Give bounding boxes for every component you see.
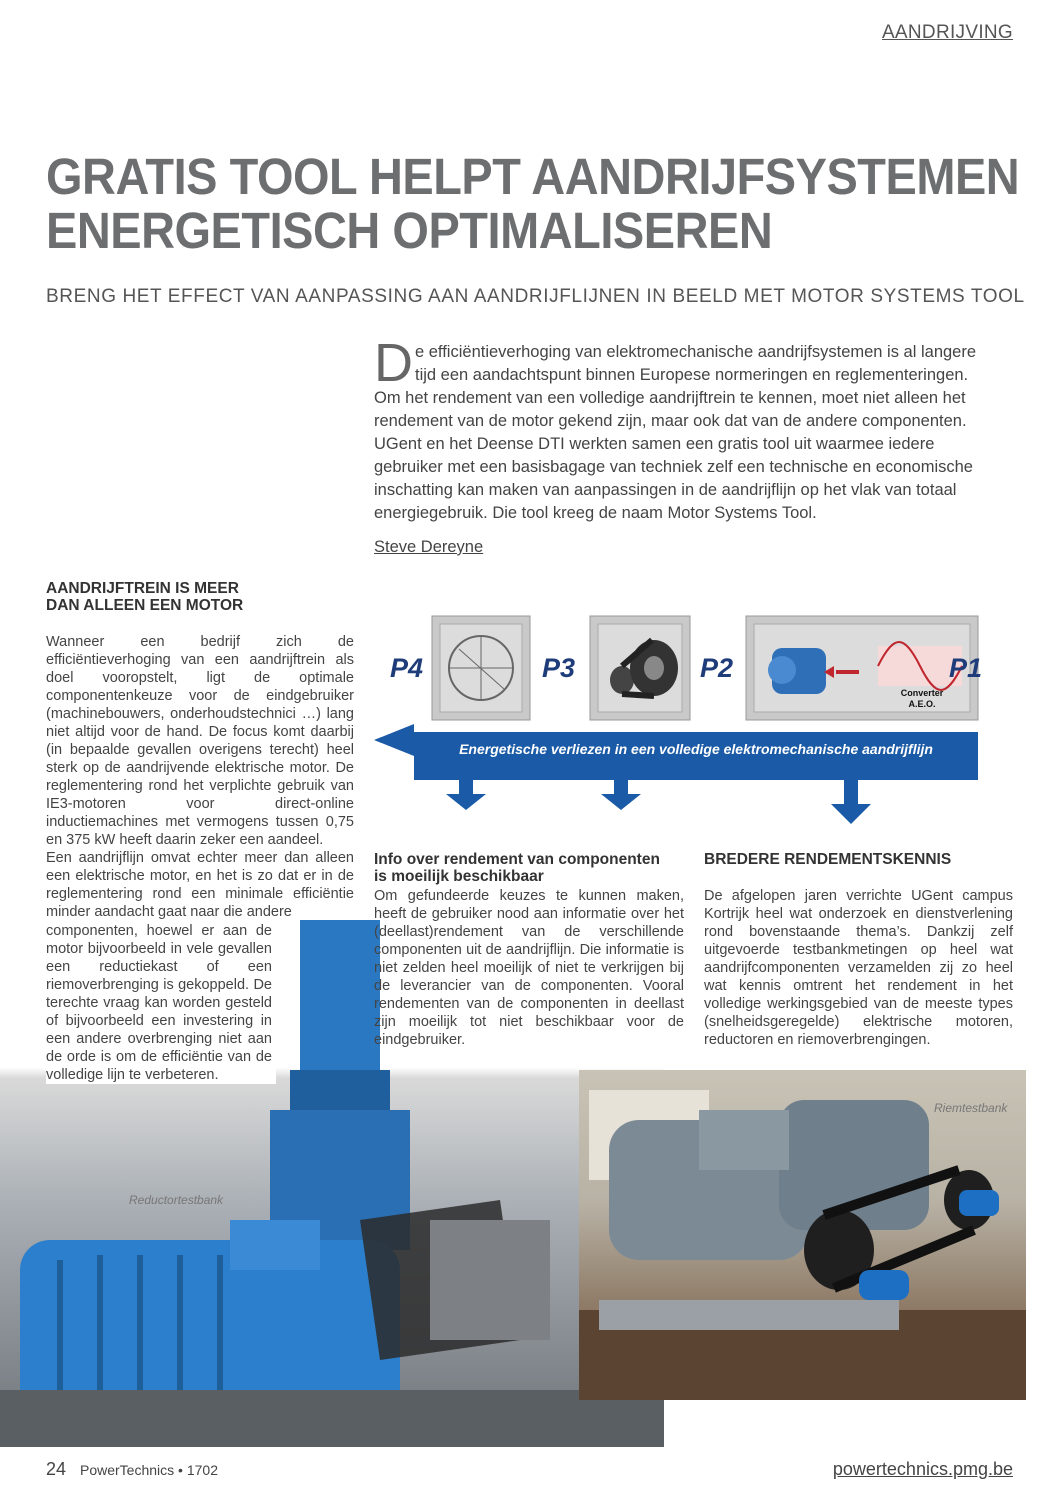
intro-paragraph <box>374 333 996 525</box>
loss-arrow-text: Energetische verliezen in een volledige elektromechanische aandrijflijn <box>459 741 933 757</box>
author-link[interactable]: Steve Dereyne <box>374 538 484 556</box>
title-line-1: GRATIS TOOL HELPT AANDRIJFSYSTEMEN <box>46 148 1020 205</box>
magazine-issue: PowerTechnics • 1702 <box>80 1462 218 1478</box>
title-line-2: ENERGETISCH OPTIMALISEREN <box>46 202 773 259</box>
section1-heading <box>46 580 346 614</box>
website-link[interactable]: powertechnics.pmg.be <box>832 1459 1013 1479</box>
article-subtitle: BRENG HET EFFECT VAN AANPASSING AAN AANDRIJFLIJNEN IN BEELD MET MOTOR SYSTEMS TOOL <box>46 286 1025 307</box>
section3-body: De afgelopen jaren verrichte UGent campus Kortrijk heel wat onderzoek en dienstverlening rond bovenstaande thema’s. Dankzij zelf uitgevoerde testbankmetingen op heel wat aandrijfcomponenten verzamelden zij zo heel wat kennis omtrent het rendement in het volledige werkingsgebied van de meeste types (snelheidsgeregelde) elektrische motoren, reductoren en riemoverbrengingen. <box>704 888 1013 1048</box>
section2-heading <box>374 851 694 885</box>
converter-label-2: A.E.O. <box>908 699 936 709</box>
section1-body <box>46 633 354 921</box>
intro-text: e efficiëntieverhoging van elektromechanische aandrijfsystemen is al langere tijd een aandachtspunt binnen Europese normeringen en reglementeringen. Om het rendement van een volledige aandrijftrein te kennen, moet niet alleen het rendement van de motor gekend zijn, maar ook dat van de andere componenten. UGent en het Deense DTI werkten samen een gratis tool uit waarmee iedere gebruiker met een basisbagage van techniek zelf een technische en economische inschatting kan maken van aanpassingen in de aandrijflijn op het vlak van totaal energiegebruik. Die tool kreeg de naam Motor Systems Tool. <box>374 343 977 522</box>
section-tag: AANDRIJVING <box>881 22 1013 43</box>
belt-illustration <box>579 1070 1026 1400</box>
reductor-caption: Reductortestbank <box>129 1193 224 1207</box>
belt-caption: Riemtestbank <box>934 1101 1008 1115</box>
section2-heading-line-1: Info over rendement van componenten <box>374 851 660 868</box>
label-p1: P1 <box>948 653 982 683</box>
converter-label-1: Converter <box>900 688 944 698</box>
section2-heading-line-2: is moeilijk beschikbaar <box>374 868 544 885</box>
section1-paragraph-2-full: Een aandrijflijn omvat echter meer dan alleen een elektrische motor, en het is zo dat er in de reglementering rond een minimale efficiëntie minder aandacht gaat naar die andere <box>46 850 354 920</box>
section1-paragraph-2-narrow: componenten, hoewel er aan de motor bijvoorbeeld in vele gevallen een reductiekast of een riemoverbrenging is gekoppeld. De terechte vraag kan worden gesteld of bijvoorbeeld een investering in een andere overbrenging niet aan de orde is om de efficiëntie van de volledige lijn te verbeteren. <box>46 922 276 1084</box>
drivetrain-diagram <box>374 614 994 829</box>
section1-heading-line-2: DAN ALLEEN EEN MOTOR <box>46 597 244 614</box>
section1-paragraph-1: Wanneer een bedrijf zich de efficiëntieverhoging van een aandrijftrein als doel vooropstelt, ligt de optimale componentenkeuze voor de eindgebruiker (machinebouwers, onderhoudstechnici …) lang niet altijd voor de hand. De focus komt daarbij (in bepaalde gevallen overigens terecht) heel sterk op de aandrijvende elektrische motor. De reglementering rond het verplichte gebruik van IE3-motoren voor direct-online inductiemachines met vermogens tussen 0,75 en 375 kW heeft daarin zeker een aandeel. <box>46 634 354 848</box>
section2-body: Om gefundeerde keuzes te kunnen maken, heeft de gebruiker nood aan informatie over het (deellast)rendement van de verschillende componenten uit de aandrijflijn. Die informatie is niet zelden heel moeilijk of niet te verkrijgen bij de leverancier van de componenten. Vooral rendementen van de componenten in deellast zijn moeilijk tot niet beschikbaar voor de eindgebruiker. <box>374 888 684 1048</box>
label-p2: P2 <box>700 653 734 683</box>
belt-testbench-photo <box>579 1070 1026 1400</box>
page-number: 24 <box>46 1459 67 1479</box>
drop-cap: D <box>374 333 413 393</box>
section3-heading: BREDERE RENDEMENTSKENNIS <box>704 851 952 868</box>
section1-heading-line-1: AANDRIJFTREIN IS MEER <box>46 580 239 597</box>
article-title <box>46 148 1020 259</box>
label-p4: P4 <box>390 653 424 683</box>
label-p3: P3 <box>542 653 576 683</box>
drivetrain-diagram-graphic <box>374 614 994 829</box>
